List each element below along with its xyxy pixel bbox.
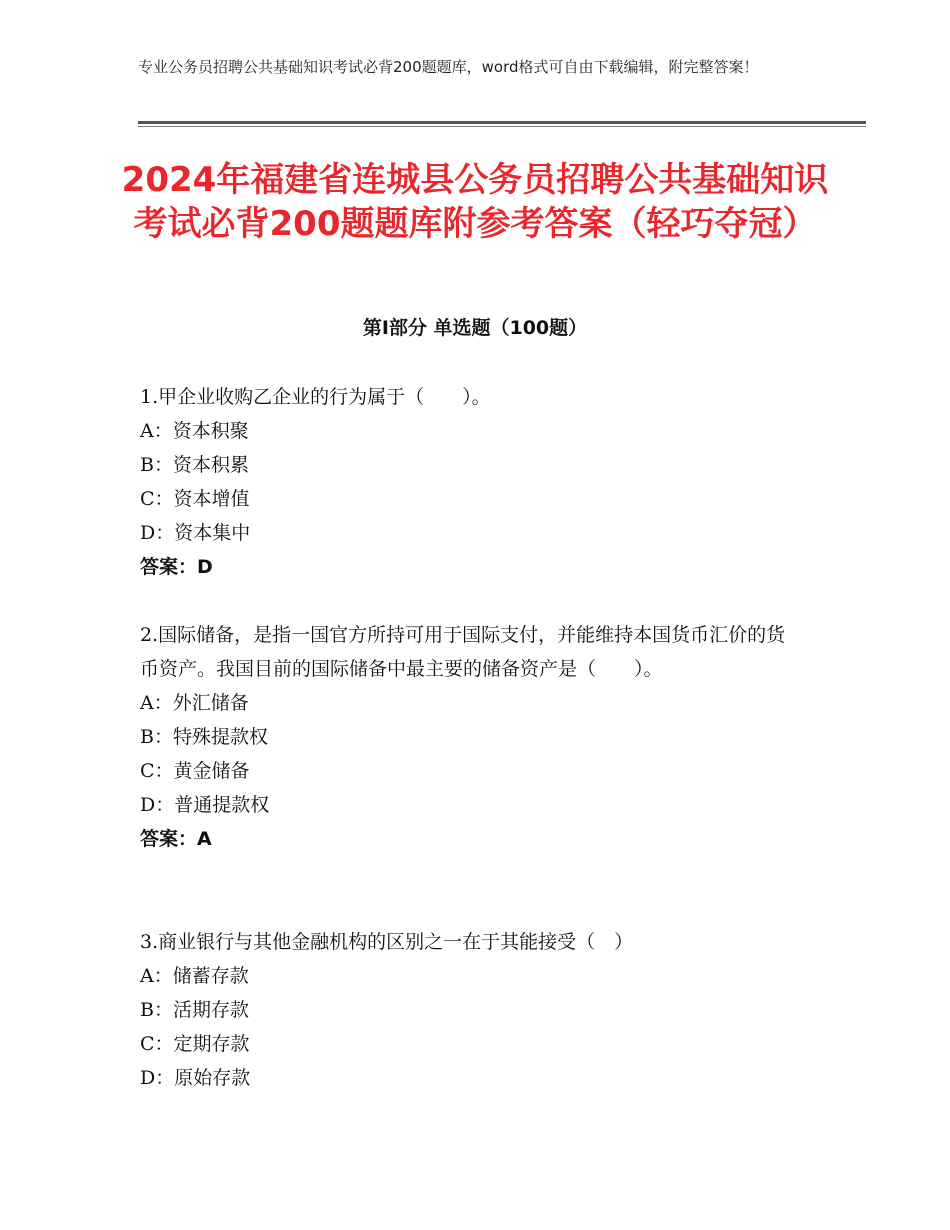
option-d: D：资本集中 <box>140 522 251 544</box>
header-note: 专业公务员招聘公共基础知识考试必背200题题库，word格式可自由下载编辑，附完整答案！ <box>138 58 759 76</box>
answer: 答案：D <box>140 556 213 578</box>
document-title: 2024年福建省连城县公务员招聘公共基础知识考试必背200题题库附参考答案（轻巧夺冠） <box>121 160 829 244</box>
option-d: D：普通提款权 <box>140 794 270 816</box>
option-d: D：原始存款 <box>140 1067 251 1089</box>
question-2 <box>140 618 800 856</box>
option-c: C：黄金储备 <box>140 760 250 782</box>
option-b: B：活期存款 <box>140 999 249 1021</box>
option-a: A：资本积聚 <box>140 420 249 442</box>
question-stem: 1.甲企业收购乙企业的行为属于（ ）。 <box>140 386 491 408</box>
option-c: C：资本增值 <box>140 488 250 510</box>
question-stem: 3.商业银行与其他金融机构的区别之一在于其能接受（ ） <box>140 931 634 953</box>
question-1 <box>140 380 820 584</box>
section-heading: 第Ⅰ部分 单选题（100题） <box>362 317 588 339</box>
answer: 答案：A <box>140 828 212 850</box>
header-divider-thick <box>138 121 866 124</box>
question-stem: 2.国际储备，是指一国官方所持可用于国际支付，并能维持本国货币汇价的货币资产。我国目前的国际储备中最主要的储备资产是（ ）。 <box>140 624 786 680</box>
option-b: B：资本积累 <box>140 454 249 476</box>
option-c: C：定期存款 <box>140 1033 250 1055</box>
header-divider-thin <box>138 126 866 127</box>
option-a: A：外汇储备 <box>140 692 249 714</box>
question-3 <box>140 925 820 1095</box>
option-b: B：特殊提款权 <box>140 726 268 748</box>
option-a: A：储蓄存款 <box>140 965 249 987</box>
